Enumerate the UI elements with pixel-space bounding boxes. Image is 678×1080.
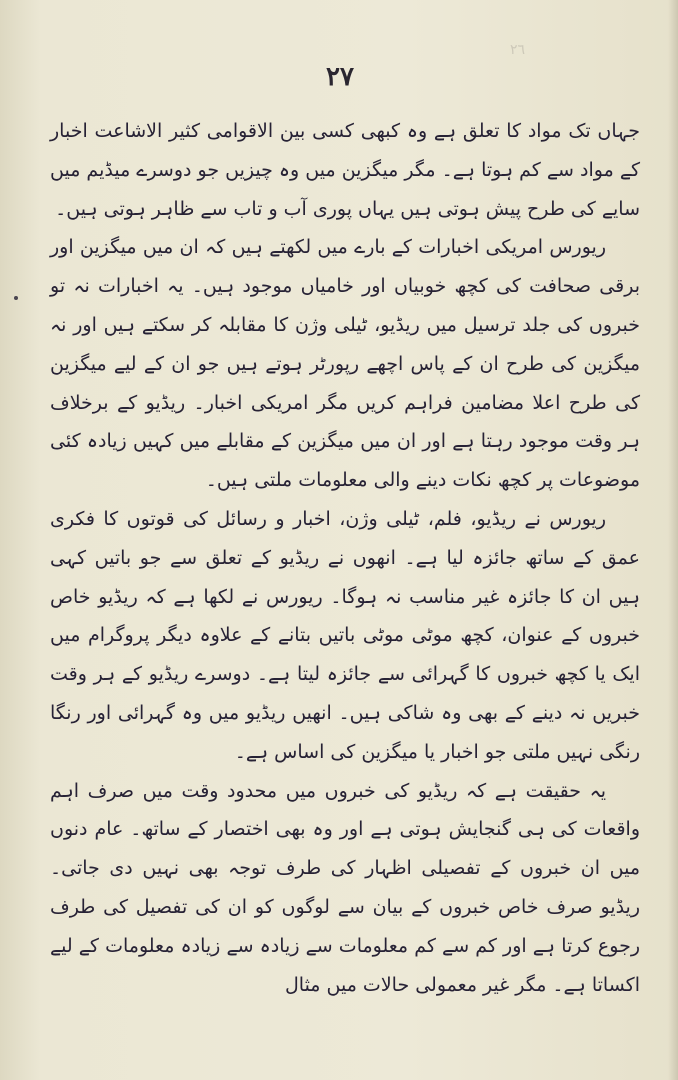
page-edge-shadow	[668, 0, 678, 1080]
paragraph: جہاں تک مواد کا تعلق ہے وہ کبھی کسی بین الاقوامی کثیر الاشاعت اخبار کے مواد سے کم ہوتا ہے۔ مگر میگزین میں وہ چیزیں جو دوسرے میڈیم میں سایے کی طرح پیش ہوتی ہیں یہاں پوری آب و تاب سے ظاہر ہوتی ہیں۔	[50, 120, 640, 220]
urdu-text-body	[50, 112, 640, 1004]
paragraph: ریورس نے ریڈیو، فلم، ٹیلی وژن، اخبار و رسائل کی قوتوں کا فکری عمق کے ساتھ جائزہ لیا ہے۔ انھوں نے ریڈیو کے تعلق سے جو باتیں کہی ہیں ان کا جائزہ غیر مناسب نہ ہوگا۔ ریورس نے لکھا ہے کہ ریڈیو خاص خبروں کے عنوان، کچھ موٹی موٹی باتیں بتانے کے علاوہ دیگر پروگرام میں ایک یا کچھ خبروں کا گہرائی سے جائزہ لیتا ہے۔ دوسرے ریڈیو کے ہر وقت خبریں نہ دینے کے بھی وہ شاکی ہیں۔ انھیں ریڈیو میں وہ گہرائی اور رنگا رنگی نہیں ملتی جو اخبار یا میگزین کی اساس ہے۔	[50, 507, 640, 763]
page-number: ۲۷	[326, 62, 354, 92]
bleed-through-mark: ٢٦	[510, 42, 526, 58]
margin-dot	[14, 296, 18, 300]
paragraph: ریورس امریکی اخبارات کے بارے میں لکھتے ہیں کہ ان میں میگزین اور برقی صحافت کی کچھ خوبیاں اور خامیاں موجود ہیں۔ یہ اخبارات نہ تو خبروں کی جلد ترسیل میں ریڈیو، ٹیلی وژن کا مقابلہ کر سکتے ہیں اور نہ میگزین کی طرح ان کے پاس اچھے رپورٹر ہوتے ہیں جو ان کے لیے میگزین کی طرح اعلا مضامین فراہم کریں مگر امریکی اخبار۔ ریڈیو کے برخلاف ہر وقت موجود رہتا ہے اور ان میں میگزین کے مقابلے میں کہیں زیادہ کئی موضوعات پر کچھ نکات دینے والی معلومات ملتی ہیں۔	[50, 236, 640, 492]
paragraph: یہ حقیقت ہے کہ ریڈیو کی خبروں میں محدود وقت میں صرف اہم واقعات کی ہی گنجایش ہوتی ہے اور وہ بھی اختصار کے ساتھ۔ عام دنوں میں ان خبروں کے تفصیلی اظہار کی طرف توجہ بھی نہیں دی جاتی۔ ریڈیو صرف خاص خبروں کے بیان سے لوگوں کو ان کی تفصیل کی طرف رجوع کرتا ہے اور کم سے کم معلومات سے زیادہ سے زیادہ معلومات کے لیے اکساتا ہے۔ مگر غیر معمولی حالات میں مثال	[50, 779, 640, 996]
